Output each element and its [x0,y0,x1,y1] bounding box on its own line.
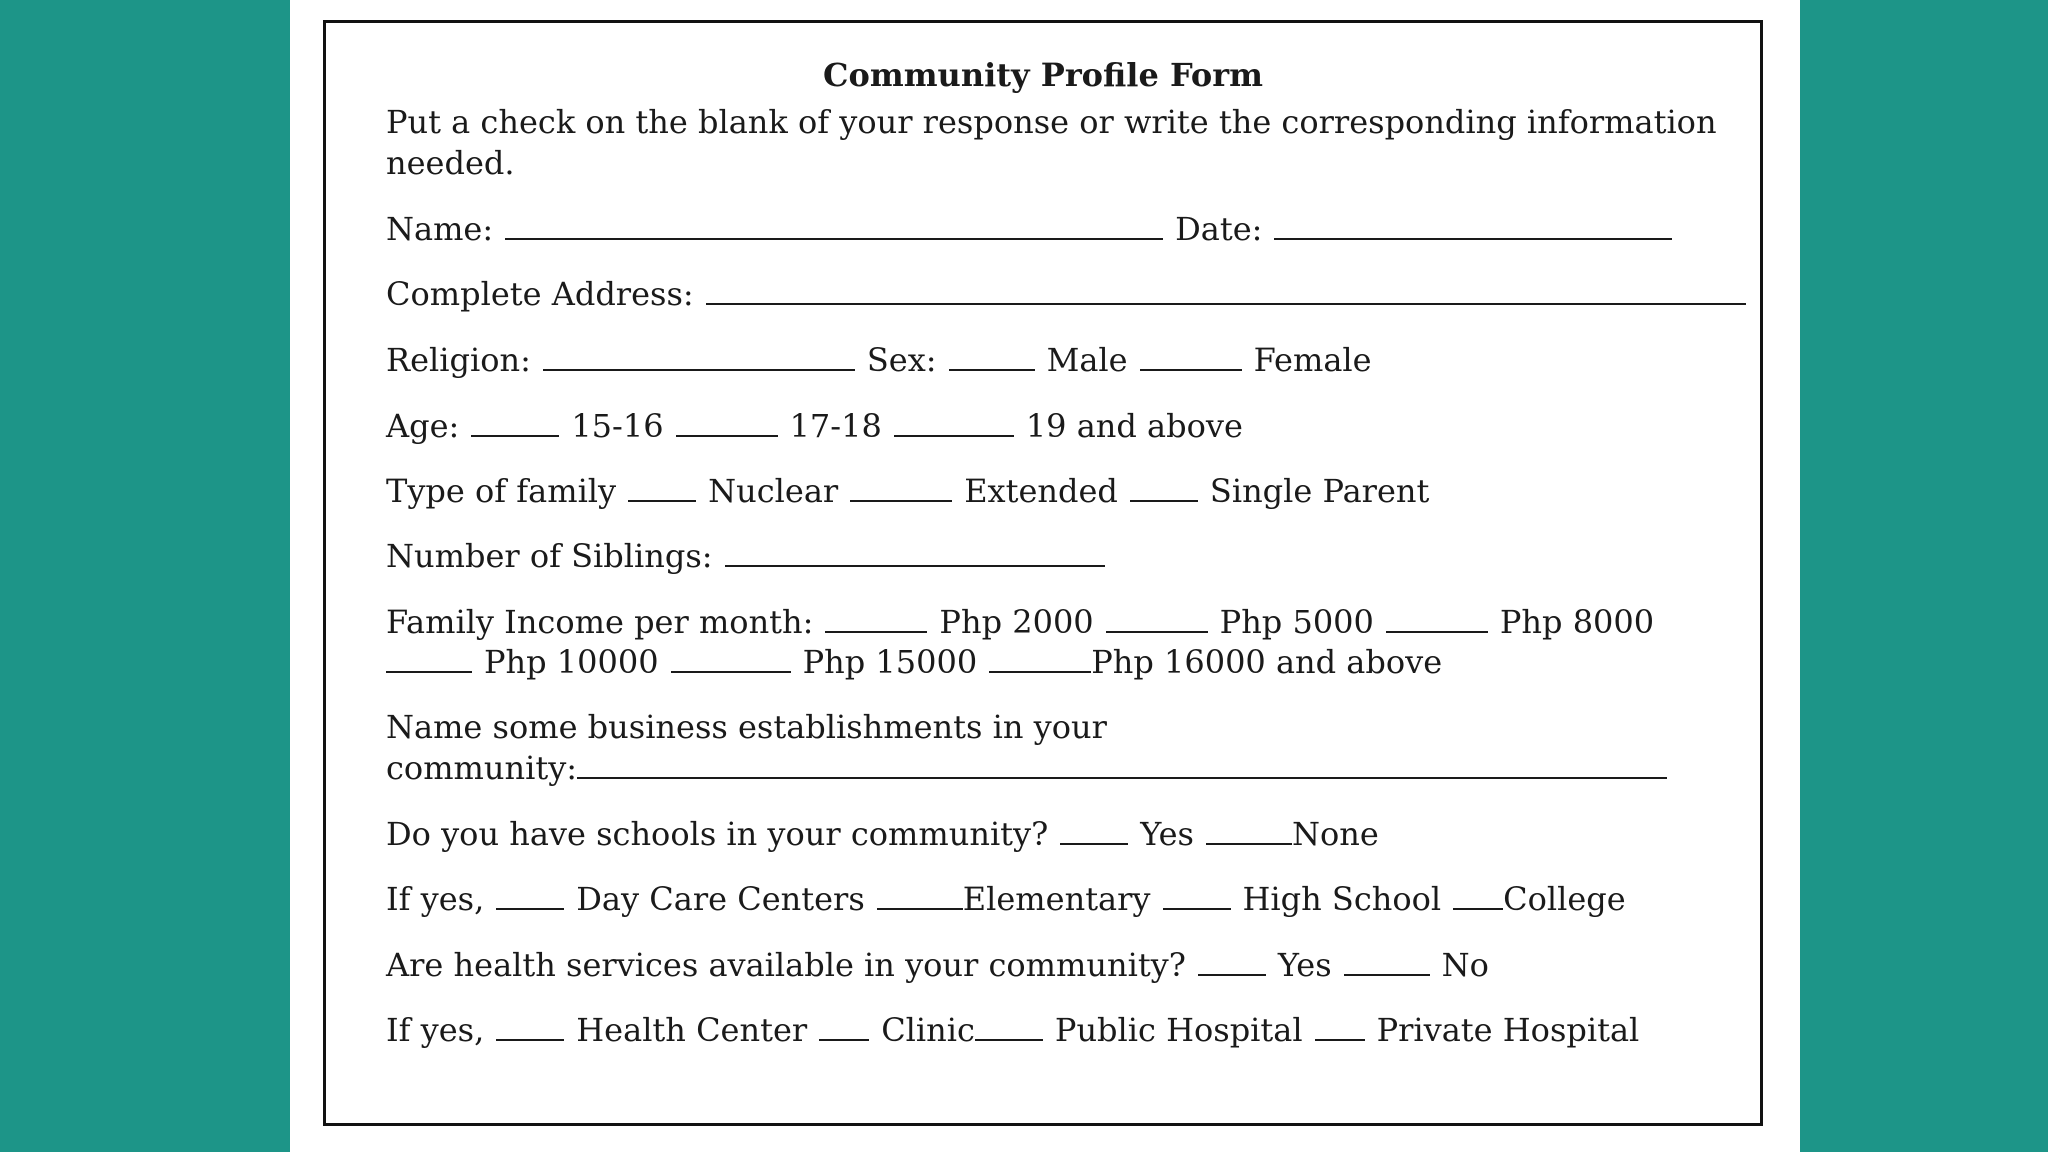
address-row [386,274,1746,314]
religion-label: Religion: [386,341,531,379]
health-yes-option: Yes [1277,946,1332,984]
single-parent-blank[interactable] [1130,476,1198,502]
business-blank[interactable] [577,753,1667,779]
day-care-blank[interactable] [496,884,564,910]
college-blank[interactable] [1453,884,1503,910]
private-hospital-option: Private Hospital [1376,1011,1640,1049]
health-no-option: No [1441,946,1489,984]
age-19-above-blank[interactable] [894,411,1014,437]
date-label: Date: [1175,210,1263,248]
income-15000-blank[interactable] [671,647,791,673]
public-hospital-option: Public Hospital [1054,1011,1303,1049]
income-row-1 [386,602,1654,642]
nuclear-blank[interactable] [628,476,696,502]
age-15-16-blank[interactable] [471,411,559,437]
income-option-15000: Php 15000 [802,643,978,681]
female-checkbox-blank[interactable] [1140,345,1242,371]
male-option: Male [1046,341,1128,379]
elementary-blank[interactable] [877,884,963,910]
business-row [386,748,1667,788]
siblings-row [386,536,1105,576]
document-page [290,0,1800,1152]
form-title: Community Profile Form [823,56,1263,94]
extended-option: Extended [964,472,1118,510]
income-option-5000: Php 5000 [1219,603,1374,641]
business-label-line-2: community: [386,749,578,787]
health-ifyes-label: If yes, [386,1011,485,1049]
income-2000-blank[interactable] [825,607,927,633]
schools-none-blank[interactable] [1206,819,1292,845]
age-option-15-16: 15-16 [571,407,664,445]
income-label: Family Income per month: [386,603,814,641]
age-option-17-18: 17-18 [789,407,882,445]
business-label-line-1: Name some business establishments in your [386,708,1107,746]
sex-label: Sex: [866,341,937,379]
high-school-option: High School [1242,880,1442,918]
extended-blank[interactable] [850,476,952,502]
clinic-blank[interactable] [819,1015,869,1041]
private-hospital-blank[interactable] [1315,1015,1365,1041]
name-date-row [386,209,1672,249]
siblings-label: Number of Siblings: [386,537,713,575]
religion-blank[interactable] [543,345,855,371]
schools-row [386,814,1379,854]
schools-ifyes-label: If yes, [386,880,485,918]
siblings-blank[interactable] [725,541,1105,567]
name-label: Name: [386,210,494,248]
health-ifyes-row [386,1010,1639,1050]
day-care-option: Day Care Centers [576,880,865,918]
income-5000-blank[interactable] [1106,607,1208,633]
instruction-line-1: Put a check on the blank of your response or write the corresponding information [386,103,1717,141]
health-row [386,945,1489,985]
clinic-option: Clinic [881,1011,975,1049]
single-parent-option: Single Parent [1209,472,1430,510]
name-blank[interactable] [505,214,1163,240]
nuclear-option: Nuclear [708,472,839,510]
income-16000-above-blank[interactable] [989,647,1091,673]
instruction-line-2: needed. [386,144,515,182]
age-17-18-blank[interactable] [676,411,778,437]
income-option-10000: Php 10000 [484,643,659,681]
address-blank[interactable] [706,279,1746,305]
male-checkbox-blank[interactable] [949,345,1035,371]
schools-label: Do you have schools in your community? [386,815,1049,853]
address-label: Complete Address: [386,275,694,313]
family-type-row [386,471,1429,511]
income-option-2000: Php 2000 [939,603,1094,641]
elementary-option: Elementary [962,880,1151,918]
age-label: Age: [386,407,460,445]
income-option-16000-above: Php 16000 and above [1091,643,1443,681]
health-center-blank[interactable] [496,1015,564,1041]
public-hospital-blank[interactable] [975,1015,1043,1041]
female-option: Female [1253,341,1372,379]
income-8000-blank[interactable] [1386,607,1488,633]
health-yes-blank[interactable] [1198,950,1266,976]
schools-yes-option: Yes [1140,815,1194,853]
religion-sex-row [386,340,1372,380]
college-option: College [1503,880,1626,918]
health-no-blank[interactable] [1344,950,1430,976]
schools-ifyes-row [386,879,1626,919]
age-row [386,406,1243,446]
health-label: Are health services available in your community? [386,946,1186,984]
family-type-label: Type of family [386,472,617,510]
income-10000-blank[interactable] [386,647,472,673]
date-blank[interactable] [1274,214,1672,240]
community-profile-form [323,20,1763,1126]
income-row-2 [386,642,1442,682]
age-option-19-above: 19 and above [1025,407,1243,445]
high-school-blank[interactable] [1163,884,1231,910]
income-option-8000: Php 8000 [1499,603,1655,641]
schools-yes-blank[interactable] [1060,819,1128,845]
health-center-option: Health Center [576,1011,808,1049]
schools-none-option: None [1291,815,1379,853]
